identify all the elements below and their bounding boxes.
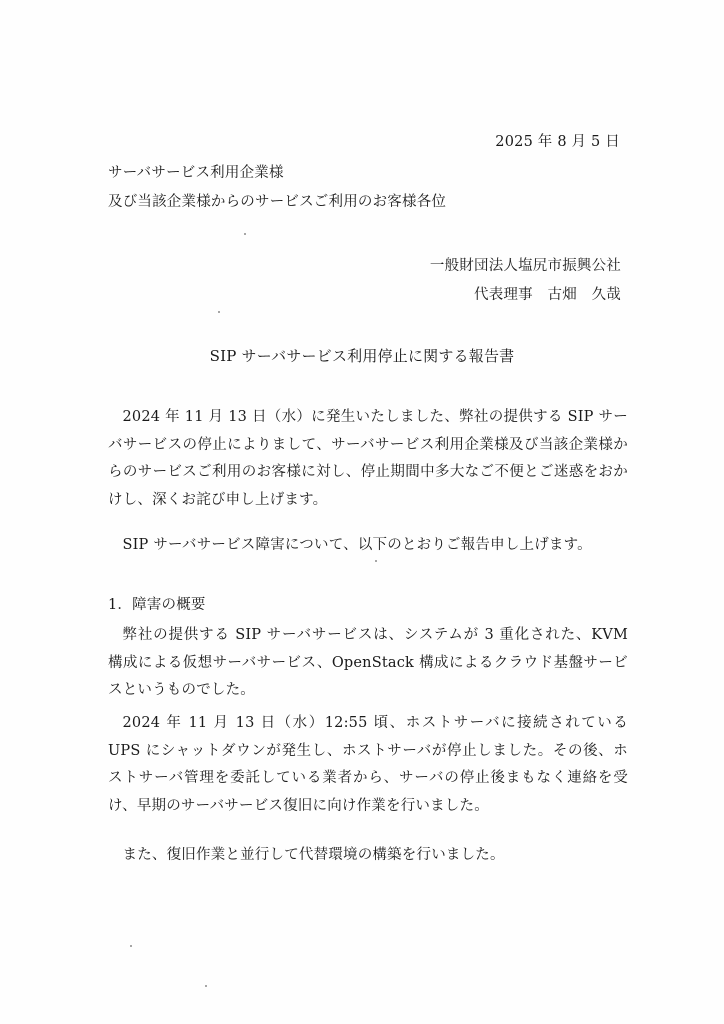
issuer-organization: 一般財団法人塩尻市振興公社 bbox=[429, 258, 621, 274]
report-title: SIP サーバサービス利用停止に関する報告書 bbox=[209, 347, 515, 365]
addressee-line-1: サーバサービス利用企業様 bbox=[108, 165, 284, 181]
section-1-paragraph-2: 2024 年 11 月 13 日（水）12:55 頃、ホストサーバに接続されている UPS にシャットダウンが発生し、ホストサーバが停止しました。その後、ホストサーバ管理を委託している業者から、サーバの停止後まもなく連絡を受け、早期のサーバサービス復旧に向け作業を行いました。 bbox=[108, 715, 628, 814]
issuer-representative: 代表理事 古畑 久哉 bbox=[474, 287, 621, 303]
scan-speck bbox=[205, 985, 207, 987]
intro-paragraph-apology: 2024 年 11 月 13 日（水）に発生いたしました、弊社の提供する SIP サーバサービスの停止によりまして、サーバサービス利用企業様及び当該企業様からのサービスご利用のお客様に対し、停止期間中多大なご不便とご迷惑をおかけし、深くお詫び申し上げます。 bbox=[108, 409, 628, 508]
addressee-line-2: 及び当該企業様からのサービスご利用のお客様各位 bbox=[108, 194, 447, 210]
section-1-paragraph-3: また、復旧作業と並行して代替環境の構築を行いました。 bbox=[122, 847, 505, 863]
scan-speck bbox=[375, 560, 377, 562]
scan-speck bbox=[218, 311, 220, 313]
document-date: 2025 年 8 月 5 日 bbox=[495, 134, 620, 150]
section-1-paragraph-1: 弊社の提供する SIP サーバサービスは、システムが 3 重化された、KVM 構成による仮想サーバサービス、OpenStack 構成によるクラウド基盤サービスというものでした。 bbox=[108, 627, 628, 698]
scan-speck bbox=[130, 945, 132, 947]
intro-paragraph-report: SIP サーバサービス障害について、以下のとおりご報告申し上げます。 bbox=[122, 537, 592, 553]
scan-speck bbox=[244, 233, 246, 235]
section-1-heading: 1．障害の概要 bbox=[108, 597, 206, 613]
